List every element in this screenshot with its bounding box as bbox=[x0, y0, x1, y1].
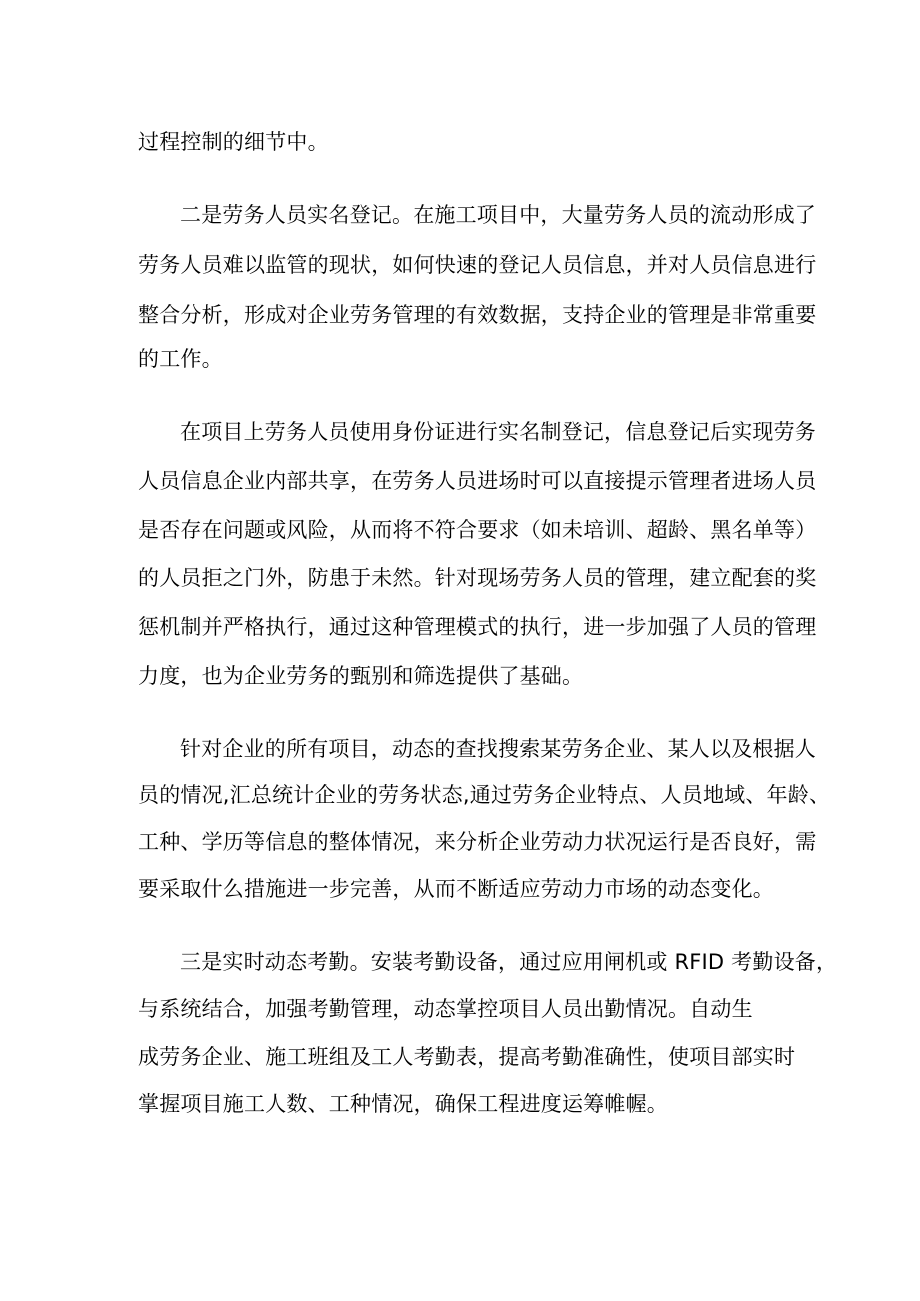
text-line: 的人员拒之门外，防患于未然。针对现场劳务人员的管理，建立配套的奖 bbox=[138, 566, 817, 590]
text-line: 工种、学历等信息的整体情况，来分析企业劳动力状况运行是否良好，需 bbox=[138, 830, 817, 854]
text-line: 三是实时动态考勤。安装考勤设备，通过应用闸机或 RFID 考勤设备， bbox=[180, 950, 838, 974]
text-line: 成劳务企业、施工班组及工人考勤表，提高考勤准确性，使项目部实时 bbox=[138, 1045, 796, 1069]
text-line: 整合分析，形成对企业劳务管理的有效数据，支持企业的管理是非常重要 bbox=[138, 303, 817, 327]
text-line: 与系统结合，加强考勤管理，动态掌控项目人员出勤情况。自动生 bbox=[138, 997, 753, 1021]
text-line: 员的情况,汇总统计企业的劳务状态,通过劳务企业特点、人员地域、年龄、 bbox=[138, 783, 831, 807]
text-line: 惩机制并严格执行，通过这种管理模式的执行，进一步加强了人员的管理 bbox=[138, 615, 817, 639]
text-line: 要采取什么措施进一步完善，从而不断适应劳动力市场的动态变化。 bbox=[138, 877, 774, 901]
text-line: 人员信息企业内部共享，在劳务人员进场时可以直接提示管理者进场人员 bbox=[138, 469, 817, 493]
text-line: 掌握项目施工人数、工种情况，确保工程进度运筹帷幄。 bbox=[138, 1092, 668, 1116]
text-line: 在项目上劳务人员使用身份证进行实名制登记，信息登记后实现劳务 bbox=[180, 420, 816, 444]
text-line: 力度，也为企业劳务的甄别和筛选提供了基础。 bbox=[138, 664, 584, 688]
text-line: 二是劳务人员实名登记。在施工项目中，大量劳务人员的流动形成了 bbox=[180, 203, 816, 227]
text-line: 的工作。 bbox=[138, 347, 223, 371]
text-line: 劳务人员难以监管的现状，如何快速的登记人员信息，并对人员信息进行 bbox=[138, 253, 817, 277]
text-line: 过程控制的细节中。 bbox=[138, 130, 329, 154]
text-line: 是否存在问题或风险，从而将不符合要求（如未培训、超龄、黑名单等） bbox=[138, 518, 817, 542]
text-line: 针对企业的所有项目，动态的查找搜索某劳务企业、某人以及根据人 bbox=[180, 737, 816, 761]
